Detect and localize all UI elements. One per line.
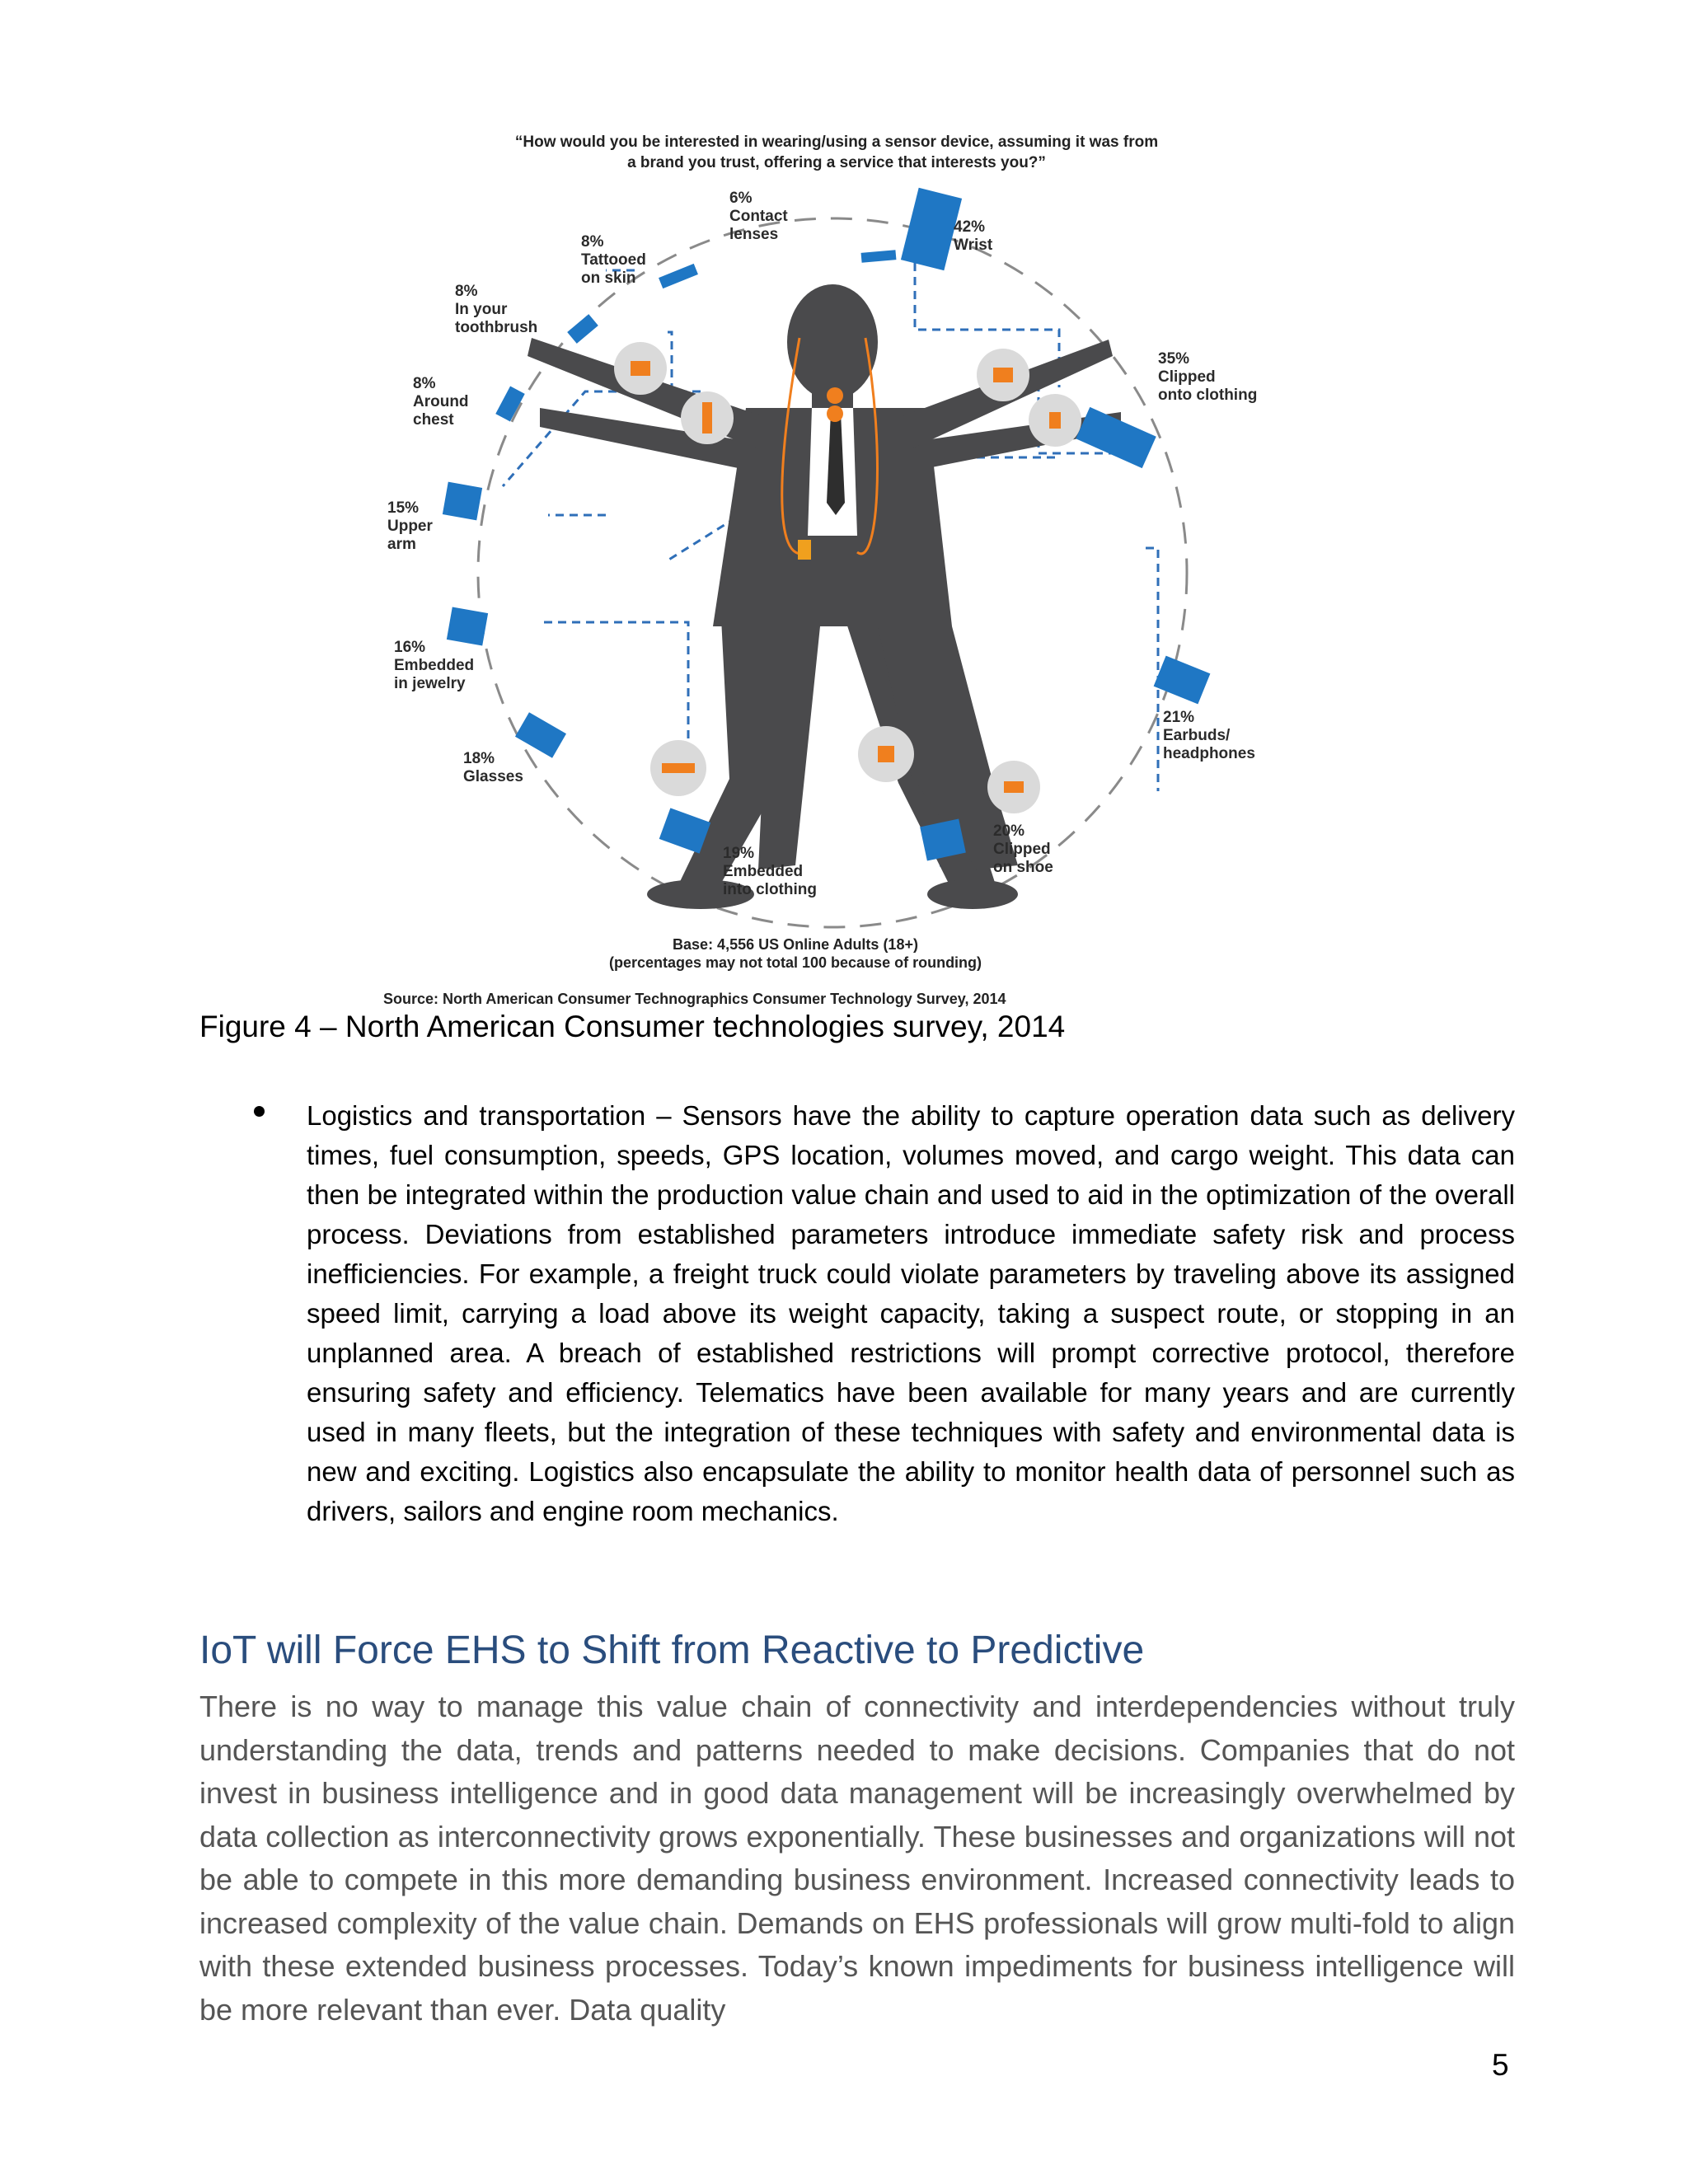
label-clipped-shoe: 20% Clipped on shoe [993, 823, 1053, 876]
page-number: 5 [1492, 2048, 1509, 2082]
label-jewelry: 16% Embedded in jewelry [394, 639, 475, 692]
label-contact-lenses: 6% Contact lenses [729, 190, 788, 243]
bullet-paragraph [307, 1096, 1515, 1531]
label-glasses: 18% Glasses [463, 750, 523, 785]
bullet-body: Sensors have the ability to capture operation data such as delivery times, fuel consumption, speeds, GPS location, volumes moved, and cargo weight. This data can then be integrated within the production value chain and used to aid in the optimization of the overall process. Deviations from established parameters introduce immediate safety risk and process inefficiencies. For example, a freight truck could violate parameters by traveling above its assigned speed limit, carrying a load above its weight capacity, taking a suspect route, or stopping in an unplanned area. A breach of established restrictions will prompt corrective protocol, therefore ensuring safety and efficiency. Telematics have been available for many years and are currently used in many fleets, but the integration of these techniques with safety and environmental data is new and exciting. Logistics also encapsulate the ability to monitor health data of personnel such as drivers, sailors and engine room mechanics. [307, 1100, 1515, 1526]
figure-caption: Figure 4 – North American Consumer technologies survey, 2014 [199, 1010, 1066, 1043]
label-wrist: 42% Wrist [954, 218, 993, 254]
label-embedded-clothing: 19% Embedded into clothing [723, 845, 817, 898]
label-earbuds: 21% Earbuds/ headphones [1163, 709, 1255, 762]
figure-source: Source: North American Consumer Technographics Consumer Technology Survey, 2014 [383, 991, 1006, 1007]
vitruvian-figure-graphic [383, 124, 1290, 1010]
survey-figure [383, 124, 1290, 1010]
survey-question: “How would you be interested in wearing/using a sensor device, assuming it was from a brand you trust, offering a service that interests you?” [514, 134, 1159, 171]
label-clipped-clothing: 35% Clipped onto clothing [1158, 350, 1258, 404]
label-tattooed: 8% Tattooed on skin [581, 233, 646, 287]
bullet-title: Logistics and transportation – [307, 1100, 672, 1131]
label-chest: 8% Around chest [413, 375, 469, 429]
bullet-icon [254, 1106, 265, 1117]
section-heading: IoT will Force EHS to Shift from Reactive to Predictive [199, 1629, 1145, 1672]
label-toothbrush: 8% In your toothbrush [455, 283, 538, 336]
body-paragraph: There is no way to manage this value chain of connectivity and interdependencies without truly understanding the data, trends and patterns needed to make decisions. Companies that do not invest in business intelligence and in good data management will be increasingly overwhelmed by data collection as interconnectivity grows exponentially. These businesses and organizations will not be able to compete in this more demanding business environment. Increased connectivity leads to increased complexity of the value chain. Demands on EHS professionals will grow multi-fold to align with these extended business processes. Today’s known impediments for business intelligence will be more relevant than ever. Data quality [199, 1690, 1515, 2027]
label-upper-arm: 15% Upper arm [387, 499, 433, 553]
base-note: Base: 4,556 US Online Adults (18+) (percentages may not total 100 because of rounding) [608, 936, 982, 971]
